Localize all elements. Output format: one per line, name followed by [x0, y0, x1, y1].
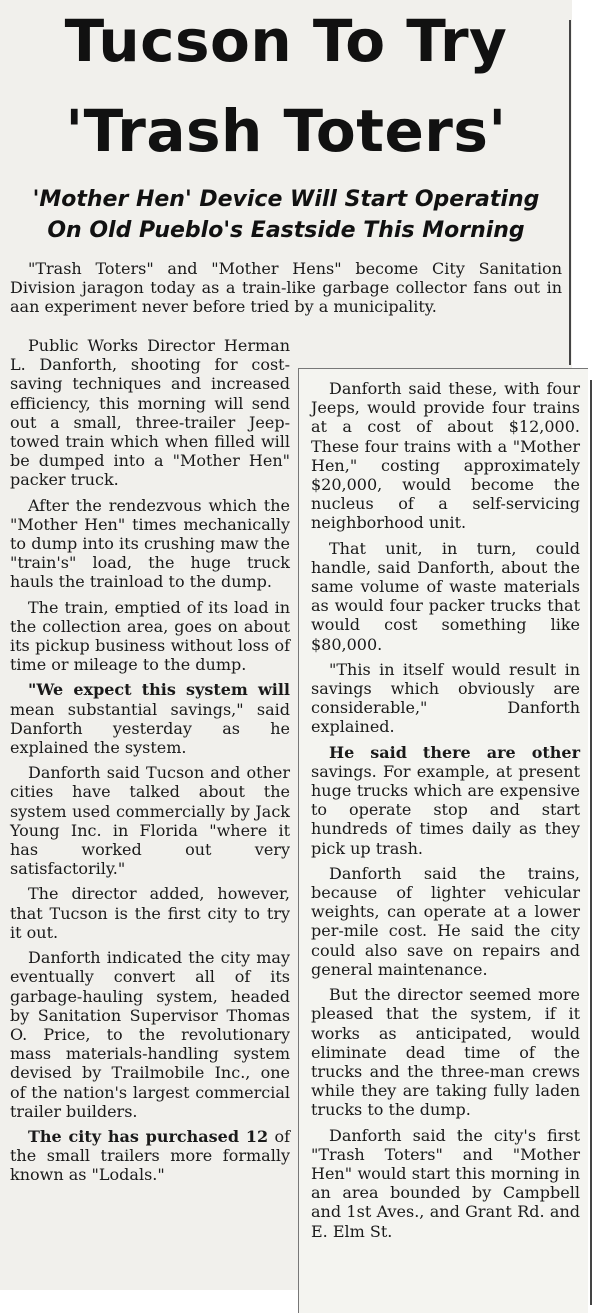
article-paragraph: The city has purchased 12 of the small trailers more formally known as "Lodals."	[10, 1126, 291, 1185]
bold-lead-in: He said there are other	[329, 742, 580, 762]
article-paragraph: Danforth said Tucson and other cities have talked about the system used commercially by Jack Young Inc. in Florida "where it has worked out very satisfactorily."	[10, 763, 290, 879]
article-paragraph: After the rendezvous which the "Mother Hen" times mechanically to dump into its crushing maw the "train's" load, the huge truck hauls the trainload to the dump.	[10, 495, 290, 592]
lead-paragraph-block	[10, 259, 562, 323]
article-paragraph: Danforth said the city's first "Trash Toters" and "Mother Hen" would start this morning in an area bounded by Campbell and 1st Aves., and Grant Rd. and E. Elm St.	[311, 1125, 580, 1241]
article-paragraph: Danforth indicated the city may eventually convert all of its garbage-hauling system, headed by Sanitation Supervisor Thomas O. Price, to the revolutionary mass materials-handling system devised by Trailmobile Inc., one of the nation's largest commercial trailer builders.	[10, 948, 290, 1121]
subheadline-line-2: On Old Pueblo's Eastside This Morning	[47, 218, 525, 243]
article-paragraph: The director added, however, that Tucson is the first city to try it out.	[10, 884, 290, 942]
article-paragraph: "We expect this system will mean substantial savings," said Danforth yesterday as he explained the system.	[10, 680, 290, 758]
article-paragraph: But the director seemed more pleased that the system, if it works as anticipated, would eliminate dead time of the trucks and the three-man crews while they are taking fully laden trucks to the dump.	[311, 985, 580, 1120]
article-paragraph: Public Works Director Herman L. Danforth, shooting for cost-saving techniques and increased efficiency, this morning will send out a small, three-trailer Jeep-towed train which when filled will be dumped into a "Mother Hen" packer truck.	[10, 336, 290, 490]
article-paragraph: The train, emptied of its load in the collection area, goes on about its pickup business without loss of time or mileage to the dump.	[10, 597, 290, 675]
left-column	[10, 336, 290, 1191]
headline-line-2: 'Trash Toters'	[65, 97, 507, 165]
column-rule	[569, 20, 571, 365]
bold-lead-in: "We expect this system will	[28, 680, 290, 700]
subheadline-line-1: 'Mother Hen' Device Will Start Operating	[32, 187, 540, 212]
article-paragraph: Danforth said these, with four Jeeps, would provide four trains at a cost of about $12,000. These four trains with a "Mother Hen," costing approximately $20,000, would become the nucleus of a self-servicing neighborhood unit.	[311, 379, 580, 533]
article-paragraph: He said there are other savings. For example, at present huge trucks which are expensive to operate stop and start hundreds of times daily as they pick up trash.	[311, 742, 580, 858]
right-column-rule	[590, 380, 592, 1305]
bold-lead-in: The city has purchased 12	[28, 1126, 269, 1146]
article-paragraph: Danforth said the trains, because of lighter vehicular weights, can operate at a lower per-mile cost. He said the city could also save on repairs and general maintenance.	[311, 863, 580, 979]
article-paragraph: "This in itself would result in savings which obviously are considerable," Danforth explained.	[311, 659, 580, 737]
lead-paragraph: "Trash Toters" and "Mother Hens" become City Sanitation Division jaragon today as a train-like garbage collector fans out in aan experiment never before tried by a municipality.	[10, 259, 562, 317]
right-column	[298, 368, 588, 1313]
article-paragraph: That unit, in turn, could handle, said Danforth, about the same volume of waste materials as would four packer trucks that would cost something like $80,000.	[311, 538, 580, 654]
headline-line-1: Tucson To Try	[64, 7, 508, 75]
